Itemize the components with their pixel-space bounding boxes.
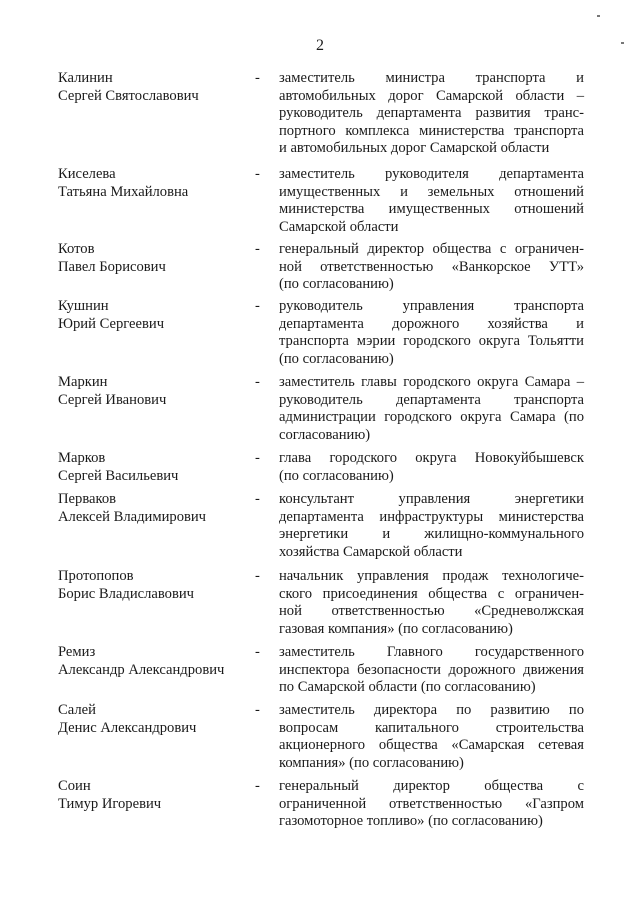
member-name [58, 166, 248, 201]
member-given-names: Алексей Владимирович [58, 508, 207, 525]
position-line: администрации городского округа Самара (по [279, 409, 584, 426]
position-line: имущественных и земельных отношений [279, 183, 584, 200]
position-line: заместитель министра транспорта и [279, 70, 584, 86]
member-position [279, 491, 584, 561]
page-number: 2 [316, 37, 324, 54]
member-name [58, 568, 248, 603]
position-line: (по согласованию) [279, 350, 394, 367]
separator-dash: - [255, 241, 260, 257]
separator-dash: - [255, 702, 260, 718]
member-position [279, 644, 584, 697]
member-position [279, 298, 584, 368]
position-line: газомоторное топливо» (по согласованию) [279, 813, 543, 830]
separator-dash: - [255, 374, 260, 390]
member-name [58, 374, 248, 409]
position-line: руководитель управления транспорта [279, 298, 584, 314]
member-position [279, 450, 584, 485]
member-name [58, 702, 248, 737]
member-name [58, 491, 248, 526]
member-position [279, 166, 584, 236]
position-line: департамента инфраструктуры министерства [279, 508, 584, 525]
member-surname: Котов [58, 241, 95, 257]
member-given-names: Тимур Игоревич [58, 795, 162, 812]
position-line: министерства имущественных отношений [279, 201, 584, 218]
member-given-names: Александр Александрович [58, 661, 225, 678]
member-name [58, 450, 248, 485]
position-line: газовая компания» (по согласованию) [279, 620, 513, 637]
member-position [279, 702, 584, 772]
position-line: хозяйства Самарской области [279, 543, 463, 560]
separator-dash: - [255, 491, 260, 507]
member-given-names: Сергей Иванович [58, 391, 167, 408]
position-line: руководитель департамента транспорта [279, 391, 584, 408]
position-line: заместитель главы городского округа Самара – [279, 374, 584, 390]
separator-dash: - [255, 298, 260, 314]
position-line: ского присоединения общества с ограничен- [279, 585, 584, 602]
member-given-names: Павел Борисович [58, 258, 166, 275]
position-line: департамента дорожного хозяйства и [279, 315, 584, 332]
member-given-names: Юрий Сергеевич [58, 315, 165, 332]
member-given-names: Сергей Васильевич [58, 467, 179, 484]
position-line: руководитель департамента развития транс- [279, 105, 584, 122]
position-line: глава городского округа Новокуйбышевск [279, 450, 584, 466]
separator-dash: - [255, 70, 260, 86]
position-line: и автомобильных дорог Самарской области [279, 140, 550, 157]
member-name [58, 298, 248, 333]
member-position [279, 241, 584, 294]
separator-dash: - [255, 644, 260, 660]
member-position [279, 568, 584, 638]
position-line: компания» (по согласованию) [279, 754, 464, 771]
position-line: энергетики и жилищно-коммунального [279, 526, 584, 543]
position-line: (по согласованию) [279, 276, 394, 293]
member-surname: Марков [58, 450, 106, 466]
member-surname: Ремиз [58, 644, 96, 660]
member-surname: Перваков [58, 491, 117, 507]
position-line: консультант управления энергетики [279, 491, 584, 507]
member-surname: Салей [58, 702, 96, 718]
position-line: автомобильных дорог Самарской области – [279, 87, 584, 104]
member-given-names: Денис Александрович [58, 719, 197, 736]
member-position [279, 374, 584, 444]
member-position [279, 70, 584, 158]
member-surname: Маркин [58, 374, 108, 390]
member-name [58, 778, 248, 813]
position-line: генеральный директор общества с [279, 778, 584, 794]
position-line: заместитель директора по развитию по [279, 702, 584, 718]
position-line: (по согласованию) [279, 467, 394, 484]
member-surname: Соин [58, 778, 91, 794]
position-line: заместитель руководителя департамента [279, 166, 584, 182]
scan-speck [597, 15, 600, 17]
position-line: ной ответственностью «Средневолжская [279, 603, 584, 620]
position-line: Самарской области [279, 218, 399, 235]
position-line: по Самарской области (по согласованию) [279, 679, 536, 696]
member-name [58, 70, 248, 105]
position-line: генеральный директор общества с ограничен- [279, 241, 584, 257]
position-line: портного комплекса министерства транспорта [279, 122, 584, 139]
position-line: акционерного общества «Самарская сетевая [279, 737, 584, 754]
position-line: начальник управления продаж технологиче- [279, 568, 584, 584]
member-position [279, 778, 584, 831]
position-line: транспорта мэрии городского округа Тольятти [279, 333, 584, 350]
position-line: ограниченной ответственностью «Газпром [279, 795, 584, 812]
scan-speck [621, 42, 624, 44]
separator-dash: - [255, 568, 260, 584]
member-name [58, 241, 248, 276]
position-line: инспектора безопасности дорожного движения [279, 661, 584, 678]
member-surname: Калинин [58, 70, 113, 86]
separator-dash: - [255, 450, 260, 466]
member-surname: Кушнин [58, 298, 109, 314]
separator-dash: - [255, 778, 260, 794]
member-given-names: Татьяна Михайловна [58, 183, 189, 200]
position-line: вопросам капитального строительства [279, 719, 584, 736]
member-name [58, 644, 248, 679]
position-line: согласованию) [279, 426, 371, 443]
member-surname: Протопопов [58, 568, 134, 584]
member-surname: Киселева [58, 166, 116, 182]
position-line: заместитель Главного государственного [279, 644, 584, 660]
member-given-names: Борис Владиславович [58, 585, 195, 602]
member-given-names: Сергей Святославович [58, 87, 199, 104]
position-line: ной ответственностью «Ванкорское УТТ» [279, 258, 584, 275]
separator-dash: - [255, 166, 260, 182]
